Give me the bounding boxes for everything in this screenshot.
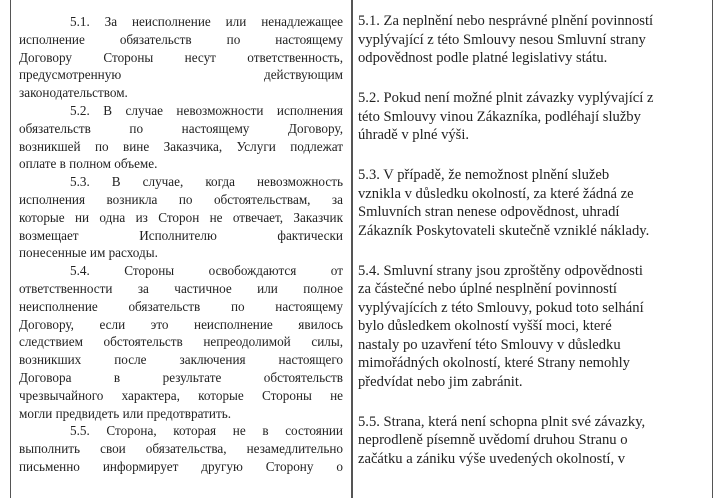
- text-line: předvídat nebo jim zabránit.: [358, 373, 523, 390]
- text-line: исполнение обязательств по настоящему: [19, 31, 343, 47]
- text-line: 5.1. Za neplnění nebo nesprávné plnění povinností: [358, 13, 654, 29]
- text-line: чрезвычайного характера, которые Стороны не: [19, 387, 343, 403]
- clause-paragraph: [19, 173, 343, 262]
- text-line: odpovědnost podle platné legislativy státu.: [358, 50, 608, 66]
- text-line: vyplývající z této Smlouvy nesou Smluvní strany: [358, 31, 646, 48]
- text-line: 5.1. За неисполнение или ненадлежащее: [70, 14, 343, 29]
- text-line: neprodleně písemně uvědomí druhou Stranu o: [358, 432, 628, 448]
- text-line: понесенные им расходы.: [19, 245, 158, 261]
- clause-paragraph: [358, 413, 708, 469]
- text-line: 5.5. Strana, která není schopna plnit své závazky,: [358, 413, 646, 430]
- clause-paragraph: [358, 89, 708, 145]
- text-line: следствием обстоятельств непреодолимой силы,: [19, 334, 343, 350]
- text-line: письменно информирует другую Сторону о: [19, 458, 343, 474]
- text-line: bylo důsledkem okolností vyšší moci, které: [358, 318, 612, 334]
- text-line: возникших после заключения настоящего: [19, 352, 343, 368]
- text-line: nastaly po uzavření této Smlouvy v důsledku: [358, 336, 621, 353]
- text-line: 5.2. Pokud není možné plnit závazky vyplývající z: [358, 90, 654, 106]
- text-line: возникшей по вине Заказчика, Услуги подлежат: [19, 138, 343, 154]
- clause-paragraph: [358, 12, 708, 68]
- text-line: Zákazník Poskytovateli skutečně vzniklé náklady.: [358, 222, 650, 239]
- text-line: 5.3. V případě, že nemožnost plnění služeb: [358, 167, 610, 183]
- text-line: 5.2. В случае невозможности исполнения: [70, 102, 343, 118]
- text-line: za částečné nebo úplné nesplnění povinností: [358, 281, 617, 297]
- text-line: могли предвидеть или предотвратить.: [19, 405, 232, 421]
- text-line: Договора в результате обстоятельств: [19, 369, 343, 385]
- text-line: vyplývajících z této Smlouvy, pokud toto selhání: [358, 299, 644, 316]
- text-line: Договору Стороны несут ответственность,: [19, 49, 343, 65]
- clause-paragraph: [19, 262, 343, 422]
- column-divider: [351, 0, 353, 498]
- clause-paragraph: [19, 422, 343, 475]
- text-line: 5.4. Smluvní strany jsou zproštěny odpovědnosti: [358, 262, 643, 279]
- text-line: této Smlouvy vinou Zákazníka, podléhají služby: [358, 108, 641, 125]
- text-line: Договору, если это неисполнение явилось: [19, 316, 343, 332]
- russian-text-column: [19, 13, 343, 476]
- text-line: úhradě v plné výši.: [358, 127, 470, 143]
- czech-text-column: [358, 12, 708, 490]
- text-line: предусмотренную действующим: [19, 67, 343, 83]
- text-line: 5.3. В случае, когда невозможность: [70, 174, 343, 190]
- text-line: возмещает Исполнителю фактически: [19, 227, 343, 243]
- text-line: Smluvních stran nenese odpovědnost, uhradí: [358, 204, 620, 220]
- text-line: začátku a zániku výše uvedených okolností, v: [358, 450, 626, 467]
- clause-paragraph: [358, 262, 708, 392]
- text-line: 5.5. Сторона, которая не в состоянии: [70, 423, 343, 439]
- text-line: 5.4. Стороны освобождаются от: [70, 263, 343, 279]
- bilingual-contract-table: [10, 0, 713, 498]
- text-line: которые ни одна из Сторон не отвечает, Заказчик: [19, 209, 343, 225]
- text-line: оплате в полном объеме.: [19, 156, 158, 172]
- text-line: vznikla v důsledku okolností, za které žádná ze: [358, 185, 634, 202]
- text-line: обязательств по настоящему Договору,: [19, 120, 343, 136]
- clause-paragraph: [19, 102, 343, 173]
- text-line: выполнить свои обязательства, незамедлительно: [19, 441, 343, 457]
- clause-paragraph: [19, 13, 343, 102]
- clause-paragraph: [358, 166, 708, 240]
- text-line: законодательством.: [19, 85, 128, 101]
- text-line: неисполнение обязательств по настоящему: [19, 298, 343, 314]
- text-line: исполнения возникла по обстоятельствам, за: [19, 191, 343, 207]
- text-line: ответственности за частичное или полное: [19, 280, 343, 296]
- text-line: mimořádných okolností, které Strany nemohly: [358, 355, 630, 371]
